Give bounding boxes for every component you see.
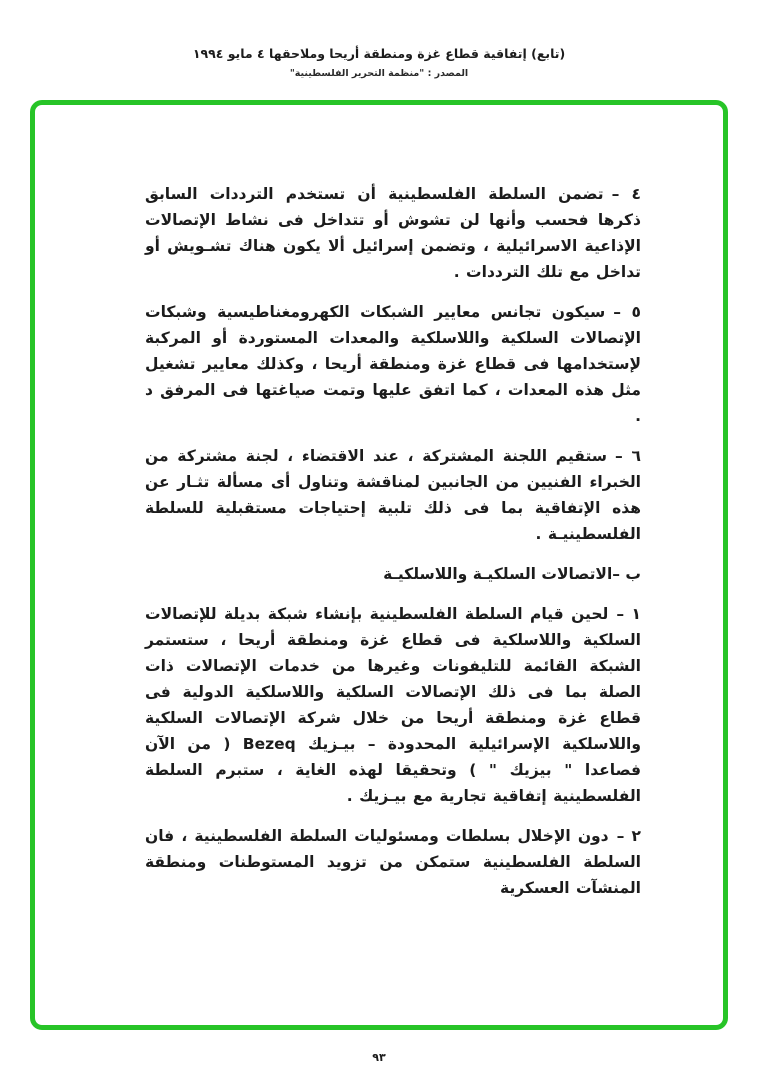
clause-b2 xyxy=(145,823,641,901)
clause-5 xyxy=(145,299,641,429)
document-source: المصدر : "منظمة التحرير الفلسطينية" xyxy=(289,68,469,79)
clause-b1 xyxy=(145,601,641,809)
clause-b1-text: لحين قيام السلطة الفلسطينية بإنشاء شبكة بديلة للإتصالات السلكية واللاسلكية فى قطاع غزة ومنطقة أريحا ، ستستمر الشبكة القائمة للتليفونات وغيرها من خدمات الإتصالات ذات الصلة بما فى ذلك الإتصالات السلكية واللاسلكية الدولية فى قطاع غزة ومنطقة أريحا من خلال شركة الإتصالات السلكية واللاسلكية الإسرائيلية المحدودة – بيـزيك Bezeq ( من الآن فصاعدا " بيزيك " ) وتحقيقا لهذه الغاية ، ستبرم السلطة الفلسطينية إتفاقية تجارية مع بيـزيك . xyxy=(145,605,642,805)
page-number: ٩٣ xyxy=(372,1051,386,1064)
green-content-frame xyxy=(30,100,728,1030)
clause-4 xyxy=(145,181,641,285)
clause-b2-marker: ٢ – xyxy=(616,827,642,845)
clause-6-marker: ٦ – xyxy=(615,447,641,465)
section-heading-b xyxy=(145,561,641,587)
document-body xyxy=(35,105,723,901)
document-title: (تابع) إتفاقية قطاع غزة ومنطقة أريحا وملاحقها ٤ مايو ١٩٩٤ xyxy=(192,46,566,61)
page-header xyxy=(0,0,758,79)
clause-5-marker: ٥ – xyxy=(613,303,642,321)
section-b-title: الاتصالات السلكيـة واللاسلكيـة xyxy=(383,565,613,583)
clause-6-text: ستقيم اللجنة المشتركة ، عند الاقتضاء ، لجنة مشتركة من الخبراء الفنيين من الجانبين لمناقشة وتناول أى مسألة تثـار عن هذه الإتفاقية بما فى ذلك تلبية إحتياجات مستقبلية للسلطة الفلسطينيـة . xyxy=(145,447,641,543)
section-b-marker: ب – xyxy=(612,565,641,583)
clause-6 xyxy=(145,443,641,547)
clause-b1-marker: ١ – xyxy=(616,605,641,623)
clause-b2-text: دون الإخلال بسلطات ومسئوليات السلطة الفلسطينية ، فان السلطة الفلسطينية ستمكن من تزويد المستوطنات ومنطقة المنشآت العسكرية xyxy=(145,827,641,897)
clause-4-marker: ٤ – xyxy=(611,185,641,203)
clause-4-text: تضمن السلطة الفلسطينية أن تستخدم الترددات السابق ذكرها فحسب وأنها لن تشوش أو تتداخل فى نشاط الإتصالات الإذاعية الاسرائيلية ، وتضمن إسرائيل ألا يكون هناك تشـويش أو تداخل مع تلك الترددات . xyxy=(145,185,641,281)
clause-5-text: سيكون تجانس معايير الشبكات الكهرومغناطيسية وشبكات الإتصالات السلكية واللاسلكية والمعدات المستوردة أو المركبة لإستخدامها فى قطاع غزة ومنطقة أريحا ، وكذلك معايير تشغيل مثل هذه المعدات ، كما اتفق عليها وتمت صياغتها فى المرفق د . xyxy=(145,303,641,425)
